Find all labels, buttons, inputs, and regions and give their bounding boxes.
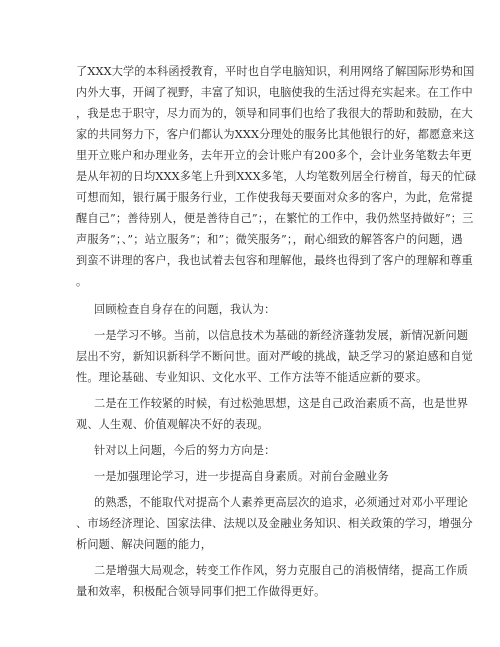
text-line: 的熟悉，不能取代对提高个人素养更高层次的追求，必须通过对邓小平理论 — [94, 496, 469, 509]
text-line: 一是加强理论学习，进一步提高自身素质。对前台金融业务 — [94, 470, 389, 483]
text-line: 量和效率，积极配合领导同事们把工作做得更好。 — [76, 585, 326, 598]
text-line: 、市场经济理论、国家法律、法规以及金融业务知识、相关政策的学习，增强分 — [76, 517, 473, 530]
text-line: 醒自己”；善待别人，便是善待自己”；，在繁忙的工作中，我仍然坚持做好”；三 — [76, 212, 474, 225]
text-line: 可想而知，银行属于服务行业，工作使我每天要面对众多的客户，为此，危常提 — [76, 191, 473, 204]
text-line: 性。理论基础、专业知识、文化水平、工作方法等不能适应新的要求。 — [76, 371, 428, 384]
text-line: 二是增强大局观念，转变工作作风，努力克服自己的消极情绪，提高工作质 — [94, 564, 469, 577]
text-line: 层出不穷，新知识新科学不断问世。面对严峻的挑战，缺乏学习的紧迫感和自觉 — [76, 350, 473, 363]
text-line: 里开立账户和办理业务，去年开立的会计账户有200多个，会计业务笔数去年更 — [76, 149, 472, 162]
text-line: 内外大事，开阔了视野，丰富了知识，电脑使我的生活过得充实起来。在工作中 — [76, 86, 473, 99]
text-line: 二是在工作较紧的时候，有过松弛思想，这是自己政治素质不高，也是世界 — [94, 397, 469, 410]
section-heading: 针对以上问题，今后的努力方向是： — [94, 444, 276, 457]
text-line: 家的共同努力下，客户们都认为XXX分理处的服务比其他银行的好，都愿意来这 — [76, 128, 475, 141]
text-line: 析问题、解决问题的能力， — [76, 538, 213, 551]
section-heading: 回顾检查自身存在的问题，我认为： — [94, 303, 276, 316]
text-line: 到蛮不讲理的客户，我也试着去包容和理解他，最终也得到了客户的理解和尊重 — [76, 254, 473, 267]
text-line: 声服务”；、”；站立服务”；和”；微笑服务”；，耐心细致的解答客户的问题，遇 — [76, 233, 463, 246]
text-line: 是从年初的日均XXX多笔上升到XXX多笔，人均笔数列居全行榜首，每天的忙碌 — [76, 170, 477, 183]
text-line: 一是学习不够。当前，以信息技术为基础的新经济蓬勃发展，新情况新问题 — [94, 329, 469, 342]
text-line: ，我是忠于职守，尽力而为的，领导和同事们也给了我很大的帮助和鼓励，在大 — [76, 107, 473, 120]
text-line: 。 — [76, 275, 88, 288]
text-line: 了XXX大学的本科函授教育，平时也自学电脑知识，利用网络了解国际形势和国 — [76, 65, 475, 78]
text-line: 观、人生观、价值观解决不好的表现。 — [76, 418, 269, 431]
